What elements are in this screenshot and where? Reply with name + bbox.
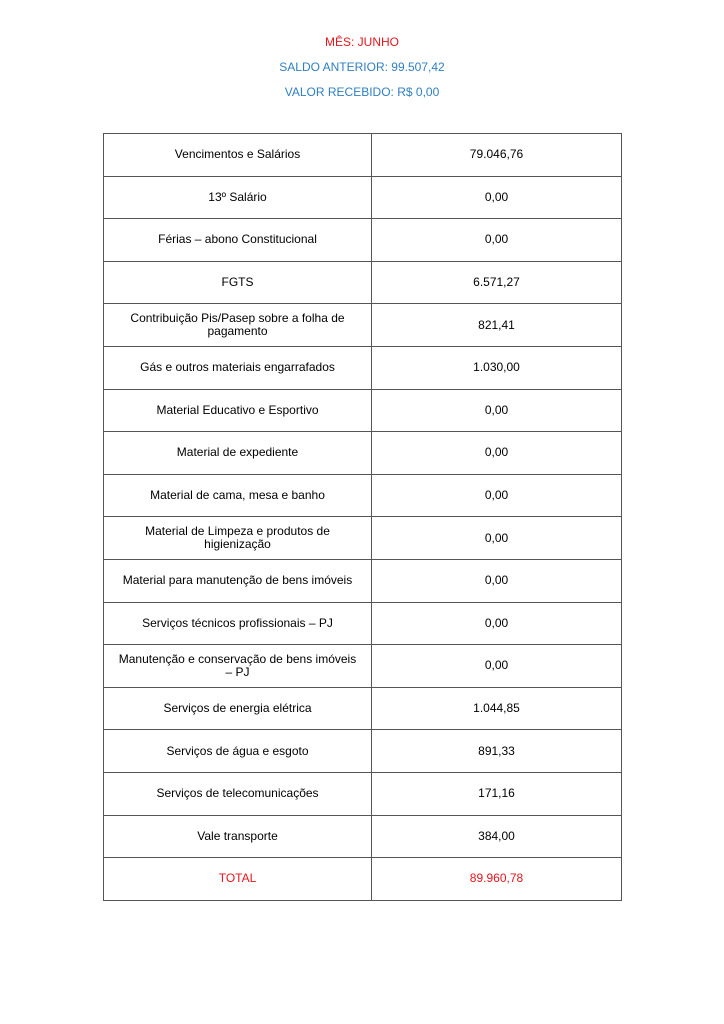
expense-table-body bbox=[104, 134, 622, 901]
table-row bbox=[104, 602, 622, 645]
expense-label: Material de Limpeza e produtos de higienização bbox=[104, 517, 372, 560]
table-row bbox=[104, 730, 622, 773]
expense-table bbox=[103, 133, 622, 901]
expense-value: 171,16 bbox=[372, 772, 622, 815]
expense-label: Material para manutenção de bens imóveis bbox=[104, 559, 372, 602]
expense-value: 0,00 bbox=[372, 517, 622, 560]
expense-value: 384,00 bbox=[372, 815, 622, 858]
expense-label: Serviços de água e esgoto bbox=[104, 730, 372, 773]
expense-value: 0,00 bbox=[372, 432, 622, 475]
table-row bbox=[104, 687, 622, 730]
expense-value: 6.571,27 bbox=[372, 261, 622, 304]
expense-label: Material Educativo e Esportivo bbox=[104, 389, 372, 432]
month-heading: MÊS: JUNHO bbox=[324, 35, 399, 49]
table-row bbox=[104, 772, 622, 815]
expense-label: Férias – abono Constitucional bbox=[104, 219, 372, 262]
expense-label: Material de expediente bbox=[104, 432, 372, 475]
table-row bbox=[104, 176, 622, 219]
expense-value: 1.044,85 bbox=[372, 687, 622, 730]
expense-value: 0,00 bbox=[372, 559, 622, 602]
expense-value: 79.046,76 bbox=[372, 134, 622, 177]
table-row bbox=[104, 219, 622, 262]
table-row bbox=[104, 559, 622, 602]
table-row bbox=[104, 432, 622, 475]
previous-balance: SALDO ANTERIOR: 99.507,42 bbox=[279, 60, 445, 74]
expense-label: Vencimentos e Salários bbox=[104, 134, 372, 177]
expense-label: Serviços de telecomunicações bbox=[104, 772, 372, 815]
expense-value: 0,00 bbox=[372, 645, 622, 688]
expense-label: Contribuição Pis/Pasep sobre a folha de pagamento bbox=[104, 304, 372, 347]
table-row bbox=[104, 304, 622, 347]
table-row bbox=[104, 134, 622, 177]
expense-label: Serviços técnicos profissionais – PJ bbox=[104, 602, 372, 645]
total-value: 89.960,78 bbox=[372, 858, 622, 901]
expense-value: 0,00 bbox=[372, 389, 622, 432]
expense-label: FGTS bbox=[104, 261, 372, 304]
table-row bbox=[104, 261, 622, 304]
expense-value: 0,00 bbox=[372, 602, 622, 645]
total-row bbox=[104, 858, 622, 901]
table-row bbox=[104, 474, 622, 517]
table-row bbox=[104, 645, 622, 688]
total-label: TOTAL bbox=[104, 858, 372, 901]
expense-value: 1.030,00 bbox=[372, 346, 622, 389]
expense-value: 0,00 bbox=[372, 474, 622, 517]
expense-value: 0,00 bbox=[372, 219, 622, 262]
table-row bbox=[104, 346, 622, 389]
expense-label: Gás e outros materiais engarrafados bbox=[104, 346, 372, 389]
expense-value: 0,00 bbox=[372, 176, 622, 219]
expense-value: 891,33 bbox=[372, 730, 622, 773]
table-row bbox=[104, 389, 622, 432]
expense-label: 13º Salário bbox=[104, 176, 372, 219]
expense-label: Vale transporte bbox=[104, 815, 372, 858]
expense-label: Serviços de energia elétrica bbox=[104, 687, 372, 730]
table-row bbox=[104, 815, 622, 858]
amount-received: VALOR RECEBIDO: R$ 0,00 bbox=[284, 85, 440, 99]
expense-label: Material de cama, mesa e banho bbox=[104, 474, 372, 517]
table-row bbox=[104, 517, 622, 560]
expense-value: 821,41 bbox=[372, 304, 622, 347]
expense-label: Manutenção e conservação de bens imóveis – PJ bbox=[104, 645, 372, 688]
